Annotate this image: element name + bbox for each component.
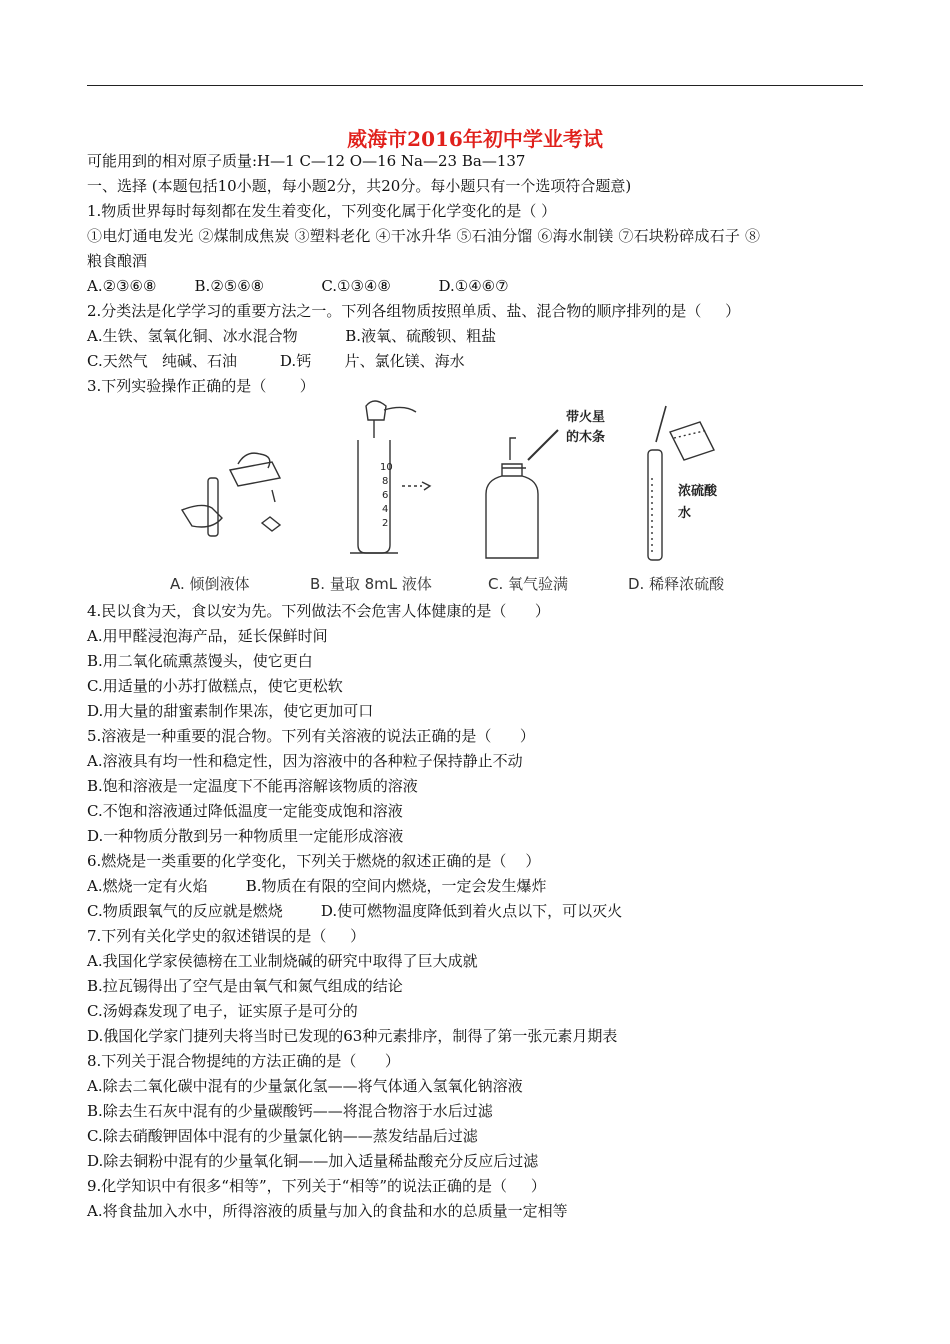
q8-stem: 8.下列关于混合物提纯的方法正确的是（ ） — [87, 1052, 400, 1070]
q2-options-cd: C.天然气 纯碱、石油 D.钙 片、氯化镁、海水 — [87, 352, 465, 370]
acid-note: 浓硫酸 — [678, 484, 718, 499]
scale-mark: 2 — [382, 518, 389, 529]
q3-stem: 3.下列实验操作正确的是（ ） — [87, 377, 315, 395]
q6-stem: 6.燃烧是一类重要的化学变化，下列关于燃烧的叙述正确的是（ ） — [87, 852, 541, 870]
figure-label-c: C. 氧气验满 — [488, 575, 569, 593]
figure-label-b: B. 量取 8mL 液体 — [310, 575, 432, 593]
figure-label-a: A. 倾倒液体 — [170, 575, 250, 593]
q1-items-cont: 粮食酿酒 — [87, 252, 148, 270]
q5-option-a: A.溶液具有均一性和稳定性，因为溶液中的各种粒子保持静止不动 — [87, 752, 523, 770]
q9-stem: 9.化学知识中有很多“相等”，下列关于“相等”的说法正确的是（ ） — [87, 1177, 546, 1195]
q2-stem: 2.分类法是化学学习的重要方法之一。下列各组物质按照单质、盐、混合物的顺序排列的是（ ） — [87, 302, 741, 320]
q8-option-a: A.除去二氧化碳中混有的少量氯化氢——将气体通入氢氧化钠溶液 — [87, 1077, 523, 1095]
q8-option-b: B.除去生石灰中混有的少量碳酸钙——将混合物溶于水后过滤 — [87, 1102, 493, 1120]
scale-mark: 6 — [382, 490, 389, 501]
q4-option-a: A.用甲醛浸泡海产品，延长保鲜时间 — [87, 627, 328, 645]
q7-option-b: B.拉瓦锡得出了空气是由氧气和氮气组成的结论 — [87, 977, 403, 995]
q7-option-d: D.俄国化学家门捷列夫将当时已发现的63种元素排序，制得了第一张元素月期表 — [87, 1027, 618, 1045]
header-rule — [87, 85, 863, 86]
q6-options-ab: A.燃烧一定有火焰 B.物质在有限的空间内燃烧，一定会发生爆炸 — [87, 877, 547, 895]
splint-note-1: 带火星 — [566, 410, 606, 425]
figure-label-d: D. 稀释浓硫酸 — [628, 575, 725, 593]
section-heading: 一、选择 (本题包括10小题，每小题2分，共20分。每小题只有一个选项符合题意) — [87, 177, 632, 195]
q9-option-a: A.将食盐加入水中，所得溶液的质量与加入的食盐和水的总质量一定相等 — [87, 1202, 568, 1220]
q4-stem: 4.民以食为天，食以安为先。下列做法不会危害人体健康的是（ ） — [87, 602, 550, 620]
splint-note-2: 的木条 — [566, 430, 606, 445]
scale-mark: 4 — [382, 504, 389, 515]
q1-options: A.②③⑥⑧ B.②⑤⑥⑧ C.①③④⑧ D.①④⑥⑦ — [87, 277, 509, 295]
scale-mark: 10 — [380, 462, 393, 473]
q8-option-c: C.除去硝酸钾固体中混有的少量氯化钠——蒸发结晶后过滤 — [87, 1127, 478, 1145]
q6-options-cd: C.物质跟氧气的反应就是燃烧 D.使可燃物温度降低到着火点以下，可以灭火 — [87, 902, 623, 920]
q7-stem: 7.下列有关化学史的叙述错误的是（ ） — [87, 927, 366, 945]
q8-option-d: D.除去铜粉中混有的少量氧化铜——加入适量稀盐酸充分反应后过滤 — [87, 1152, 539, 1170]
q7-option-a: A.我国化学家侯德榜在工业制烧碱的研究中取得了巨大成就 — [87, 952, 478, 970]
q7-option-c: C.汤姆森发现了电子，证实原子是可分的 — [87, 1002, 358, 1020]
q5-option-c: C.不饱和溶液通过降低温度一定能变成饱和溶液 — [87, 802, 403, 820]
q5-option-d: D.一种物质分散到另一种物质里一定能形成溶液 — [87, 827, 404, 845]
q4-option-c: C.用适量的小苏打做糕点，使它更松软 — [87, 677, 343, 695]
q5-option-b: B.饱和溶液是一定温度下不能再溶解该物质的溶液 — [87, 777, 418, 795]
water-note: 水 — [678, 506, 692, 521]
q3-figure — [170, 398, 770, 596]
q4-option-b: B.用二氧化硫熏蒸馒头，使它更白 — [87, 652, 313, 670]
exam-title: 威海市2016年初中学业考试 — [347, 127, 603, 151]
q2-options-ab: A.生铁、氢氧化铜、冰水混合物 B.液氧、硫酸钡、粗盐 — [87, 327, 497, 345]
q5-stem: 5.溶液是一种重要的混合物。下列有关溶液的说法正确的是（ ） — [87, 727, 535, 745]
scale-mark: 8 — [382, 476, 389, 487]
q1-stem: 1.物质世界每时每刻都在发生着变化，下列变化属于化学变化的是（ ） — [87, 202, 557, 220]
q4-option-d: D.用大量的甜蜜素制作果冻，使它更加可口 — [87, 702, 374, 720]
atomic-masses: 可能用到的相对原子质量:H—1 C—12 O—16 Na—23 Ba—137 — [87, 152, 526, 170]
q1-items: ①电灯通电发光 ②煤制成焦炭 ③塑料老化 ④干冰升华 ⑤石油分馏 ⑥海水制镁 ⑦石块粉碎成石子 ⑧ — [87, 227, 761, 245]
